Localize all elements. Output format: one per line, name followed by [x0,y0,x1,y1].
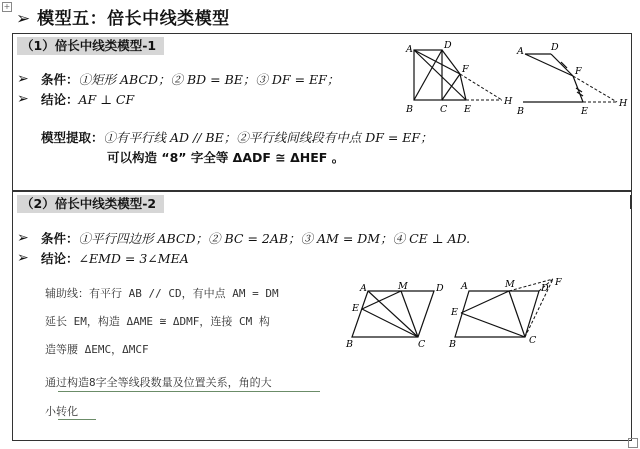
fig-label: D [551,42,559,53]
section-2-conclusion: 结论：∠EMD = 3∠MEA [41,251,189,266]
section-1-conclusion: 结论：AF ⊥ CF [41,92,135,107]
text-cursor [630,195,631,209]
note-underline [58,391,320,392]
bullet-icon: ➢ [17,250,29,266]
fig-label: D [444,40,452,51]
fig-label: D [436,283,444,294]
auxiliary-line-3: 造等腰 ΔEMC，ΔMCF [45,343,149,356]
note-underline [58,419,96,420]
page-title: ➢ 模型五：倍长中线类模型 [16,9,230,29]
fig-label: H [619,98,628,109]
note-line-1: 通过构造8字全等线段数量及位置关系，角的大 [45,376,272,389]
move-handle-icon[interactable]: + [3,2,11,11]
fig-label: B [517,106,524,117]
section-1-figure-2 [501,40,631,120]
fig-label: M [398,281,408,292]
section-2-header: （2）倍长中线类模型-2 [17,195,164,213]
fig-label: A [461,281,468,292]
fig-label: F [575,66,582,77]
fig-label: F [462,64,469,75]
fig-label: B [406,104,413,115]
fig-label: E [352,303,359,314]
fig-label: F [555,277,562,288]
fig-label: C [440,104,448,115]
fig-label: B [449,339,456,350]
bullet-icon: ➢ [17,91,29,107]
fig-label: C [529,335,537,346]
fig-label: B [346,339,353,350]
fig-label: M [505,279,515,290]
fig-label: D [541,283,549,294]
section-2-figure-2 [443,277,573,351]
fig-label: E [464,104,471,115]
fig-label: A [360,283,367,294]
section-1-figure-1 [398,40,518,120]
section-2 [12,190,632,441]
section-1 [12,33,632,192]
section-1-extract-line2: 可以构造 “8” 字全等 ΔADF ≅ ΔHEF 。 [107,150,345,165]
bullet-icon: ➢ [17,230,29,246]
bullet-icon: ➢ [17,71,29,87]
fig-label: H [504,96,513,107]
section-1-condition: 条件：①矩形 ABCD；② BD = BE；③ DF = EF； [41,72,340,87]
fig-label: E [581,106,588,117]
section-2-figure-1 [338,281,448,351]
fig-label: A [406,44,413,55]
fig-label: C [418,339,426,350]
resize-handle-icon[interactable] [628,438,638,448]
fig-label: A [517,46,524,57]
auxiliary-line-2: 延长 EM，构造 ΔAME ≅ ΔDMF，连接 CM 构 [45,315,270,328]
section-1-header: （1）倍长中线类模型-1 [17,37,164,55]
fig-label: E [451,307,458,318]
note-line-2: 小转化 [45,405,78,418]
auxiliary-line-1: 辅助线：有平行 AB // CD，有中点 AM = DM [45,287,279,300]
section-2-condition: 条件：①平行四边形 ABCD；② BC = 2AB；③ AM = DM；④ CE ⊥ AD. [41,231,471,246]
section-1-extract: 模型提取：①有平行线 AD // BE；②平行线间线段有中点 DF = EF； [41,130,433,145]
